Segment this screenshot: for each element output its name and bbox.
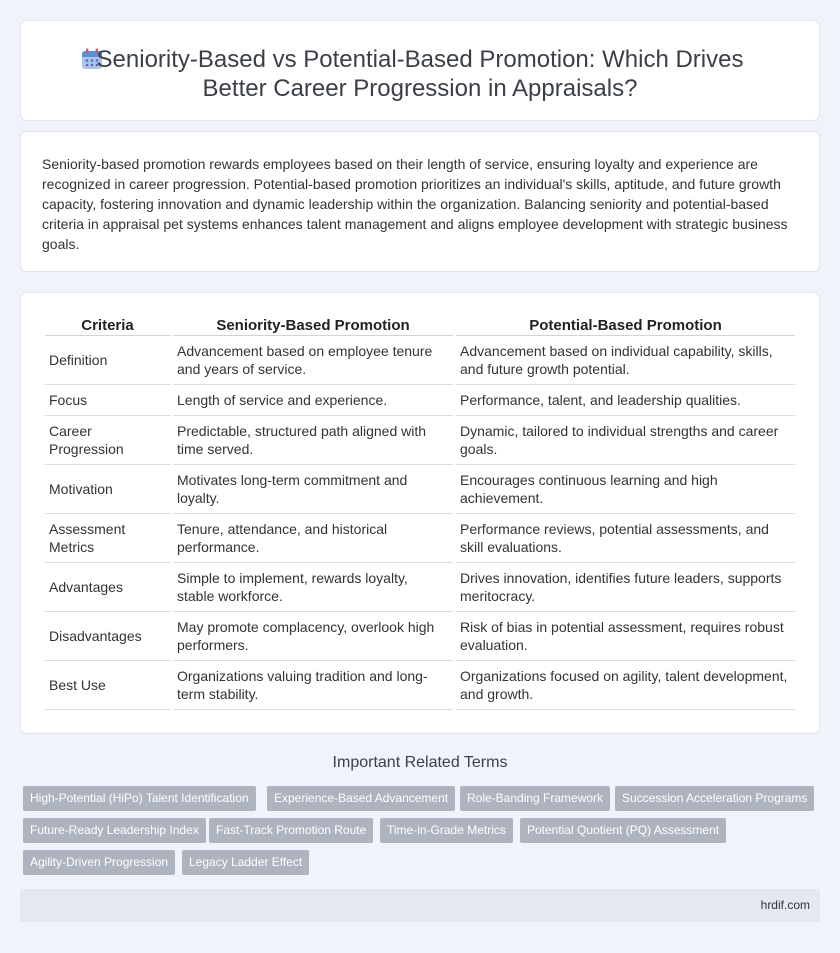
related-term-tag[interactable]: Experience-Based Advancement [267, 786, 455, 811]
title-card [20, 20, 820, 121]
table-row [45, 385, 795, 416]
related-term-tag[interactable]: Succession Acceleration Programs [615, 786, 814, 811]
row-potential: Drives innovation, identifies future leaders, supports meritocracy. [456, 563, 795, 612]
row-potential: Organizations focused on agility, talent development, and growth. [456, 661, 795, 710]
page-title: Seniority-Based vs Potential-Based Promotion: Which Drives Better Career Progression in Appraisals? [96, 46, 744, 102]
row-seniority: Organizations valuing tradition and long-term stability. [173, 661, 453, 710]
comparison-table-card [20, 292, 820, 734]
table-row [45, 661, 795, 710]
row-potential: Dynamic, tailored to individual strengths and career goals. [456, 416, 795, 465]
row-criteria: Advantages [45, 563, 170, 612]
related-term-tag[interactable]: Agility-Driven Progression [23, 850, 175, 875]
table-row [45, 563, 795, 612]
table-row [45, 416, 795, 465]
row-seniority: Tenure, attendance, and historical performance. [173, 514, 453, 563]
related-term-tag[interactable]: High-Potential (HiPo) Talent Identification [23, 786, 256, 811]
row-potential: Performance, talent, and leadership qualities. [456, 385, 795, 416]
footer-site-link[interactable]: hrdif.com [760, 898, 810, 912]
table-row [45, 514, 795, 563]
related-term-tag[interactable]: Potential Quotient (PQ) Assessment [520, 818, 726, 843]
row-criteria: Motivation [45, 465, 170, 514]
related-term-tag[interactable]: Time-in-Grade Metrics [380, 818, 513, 843]
table-row [45, 465, 795, 514]
row-seniority: Simple to implement, rewards loyalty, stable workforce. [173, 563, 453, 612]
row-criteria: Assessment Metrics [45, 514, 170, 563]
comparison-table [42, 316, 798, 710]
related-term-tag[interactable]: Role-Banding Framework [460, 786, 610, 811]
footer [20, 889, 820, 922]
row-seniority: Length of service and experience. [173, 385, 453, 416]
table-header-row [45, 316, 795, 336]
header-seniority: Seniority-Based Promotion [173, 316, 453, 336]
table-row [45, 336, 795, 385]
row-potential: Risk of bias in potential assessment, requires robust evaluation. [456, 612, 795, 661]
related-term-tag[interactable]: Future-Ready Leadership Index [23, 818, 206, 843]
row-criteria: Definition [45, 336, 170, 385]
header-criteria: Criteria [45, 316, 170, 336]
related-term-tag[interactable]: Fast-Track Promotion Route [209, 818, 373, 843]
row-potential: Encourages continuous learning and high achievement. [456, 465, 795, 514]
row-potential: Advancement based on individual capability, skills, and future growth potential. [456, 336, 795, 385]
row-criteria: Disadvantages [45, 612, 170, 661]
row-potential: Performance reviews, potential assessments, and skill evaluations. [456, 514, 795, 563]
row-seniority: Motivates long-term commitment and loyalty. [173, 465, 453, 514]
row-criteria: Focus [45, 385, 170, 416]
intro-paragraph: Seniority-based promotion rewards employees based on their length of service, ensuring loyalty and experience are recognized in career progression. Potential-based promotion prioritizes an individual's skills, aptitude, and future growth capacity, fostering innovation and dynamic leadership within the organization. Balancing seniority and potential-based criteria in appraisal pet systems enhances talent management and aligns employee development with strategic business goals. [42, 156, 788, 252]
related-term-tag[interactable]: Legacy Ladder Effect [182, 850, 309, 875]
intro-card [20, 131, 820, 272]
related-terms-heading: Important Related Terms [332, 754, 508, 771]
header-potential: Potential-Based Promotion [456, 316, 795, 336]
row-seniority: Advancement based on employee tenure and years of service. [173, 336, 453, 385]
row-seniority: Predictable, structured path aligned with time served. [173, 416, 453, 465]
row-criteria: Career Progression [45, 416, 170, 465]
row-seniority: May promote complacency, overlook high performers. [173, 612, 453, 661]
table-row [45, 612, 795, 661]
row-criteria: Best Use [45, 661, 170, 710]
